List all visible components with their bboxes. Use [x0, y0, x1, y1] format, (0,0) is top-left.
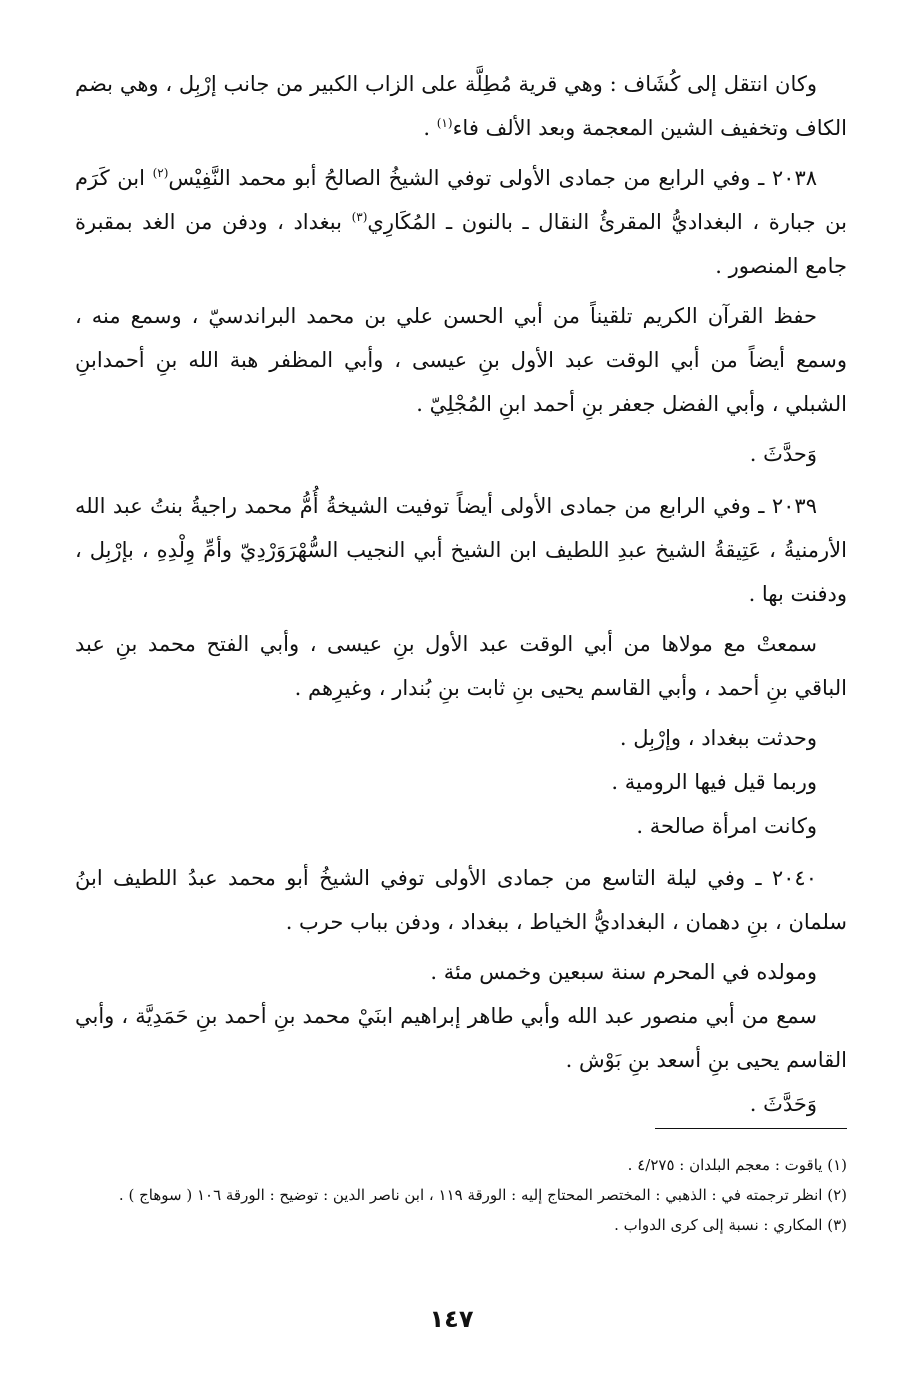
paragraph-13: وَحَدَّثَ .	[749, 1092, 817, 1116]
main-text	[75, 62, 847, 1126]
footnotes	[75, 1150, 847, 1240]
paragraph-4: وَحدَّثَ .	[749, 442, 817, 466]
footnote-2: (٢) انظر ترجمته في : الذهبي : المختصر المحتاج إليه : الورقة ١١٩ ، ابن ناصر الدين : توضيح : الورقة ١٠٦ ( سوهاج ) .	[118, 1186, 847, 1204]
footnote-divider	[655, 1128, 847, 1129]
paragraph-6: سمعتْ مع مولاها من أبي الوقت عبد الأول بنِ عيسى ، وأبي الفتح محمد بنِ عبد الباقي بنِ أحمد ، وأبي القاسم يحيى بنِ ثابت بنِ بُندار ، وغيرِهم .	[75, 632, 847, 700]
paragraph-7: وحدثت ببغداد ، وإرْبِل .	[619, 726, 817, 750]
paragraph-12: سمع من أبي منصور عبد الله وأبي طاهر إبراهيم ابنَيْ محمد بنِ أحمد بنِ حَمَدِيَّة ، وأبي القاسم يحيى بنِ أسعد بنِ بَوْش .	[75, 1004, 847, 1072]
footnote-3: (٣) المكاري : نسبة إلى كرى الدواب .	[614, 1216, 847, 1234]
entry-2039: ٢٠٣٩ ـ وفي الرابع من جمادى الأولى أيضاً توفيت الشيخةُ أُمُّ محمد راجيةُ بنتُ عبد الله الأرمنيةُ ، عَتِيقةُ الشيخ عبدِ اللطيف ابن الشيخ أبي النجيب السُّهْرَوَرْدِيّ وأمِّ وِلْدِهِ ، بإرْبِل ، ودفنت بها .	[75, 494, 847, 606]
page-number: ١٤٧	[429, 1305, 474, 1333]
footnote-ref-2: (٢)	[152, 166, 169, 180]
paragraph-1: وكان انتقل إلى كُشَاف : وهي قرية مُطِلَّة على الزاب الكبير من جانب إرْبِل ، وهي بضم الكاف وتخفيف الشين المعجمة وبعد الألف فاء$^{(١)}$ .	[75, 72, 847, 140]
entry-2038: ٢٠٣٨ ـ وفي الرابع من جمادى الأولى توفي الشيخُ الصالحُ أبو محمد النَّفِيْس$^{(٢)}$ ابن كَرَم بن جبارة ، البغداديُّ المقرئُ النقال ـ بالنون ـ المُكَارِي$^{(٣)}$ ببغداد ، ودفن من الغد بمقبرة جامع المنصور .	[75, 166, 847, 278]
paragraph-11: ومولده في المحرم سنة سبعين وخمس مئة .	[430, 960, 817, 984]
paragraph-3: حفظ القرآن الكريم تلقيناً من أبي الحسن علي بن محمد البراندسيّ ، وسمع منه ، وسمع أيضاً من أبي الوقت عبد الأول بنِ عيسى ، وأبي المظفر هبة الله بنِ أحمدابنِ الشبلي ، وأبي الفضل جعفر بنِ أحمد ابنِ المُجْلِيّ .	[75, 304, 847, 416]
entry-2040: ٢٠٤٠ ـ وفي ليلة التاسع من جمادى الأولى توفي الشيخُ أبو محمد عبدُ اللطيف ابنُ سلمان ، بنِ دهمان ، البغداديُّ الخياط ، ببغداد ، ودفن بباب حرب .	[75, 866, 847, 934]
footnote-1: (١) ياقوت : معجم البلدان : ٤/٢٧٥ .	[627, 1156, 847, 1174]
paragraph-9: وكانت امرأة صالحة .	[636, 814, 817, 838]
paragraph-8: وربما قيل فيها الرومية .	[611, 770, 817, 794]
footnote-ref-3: (٣)	[351, 210, 368, 224]
footnote-ref-1: (١)	[436, 116, 453, 130]
